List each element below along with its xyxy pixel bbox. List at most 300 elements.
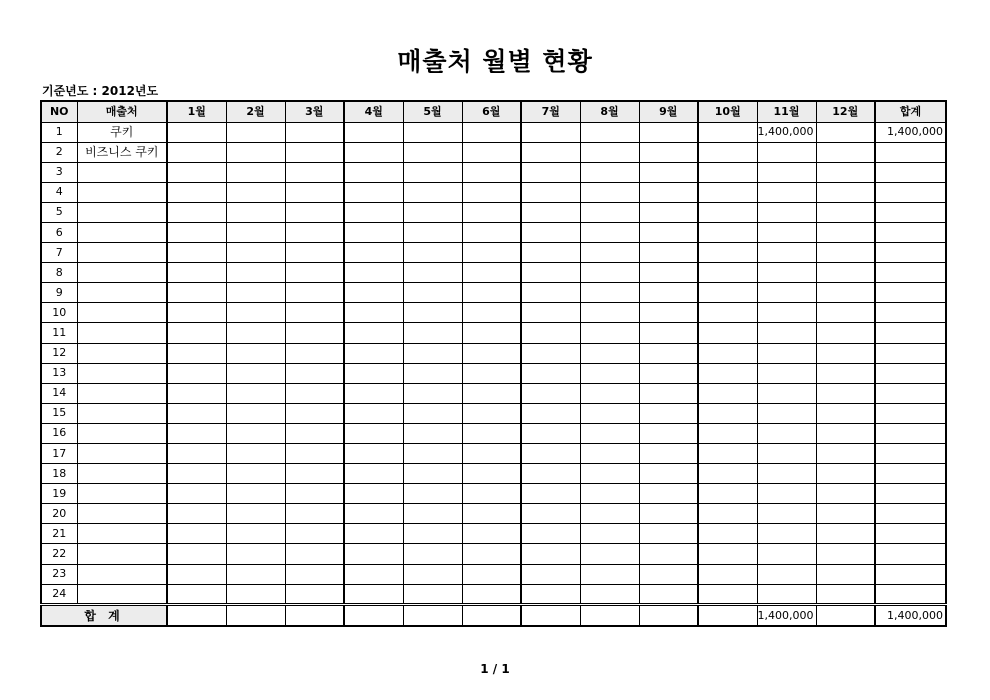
- month-amount-cell[interactable]: [757, 444, 816, 464]
- month-amount-cell[interactable]: [580, 162, 639, 182]
- month-amount-cell[interactable]: [757, 343, 816, 363]
- month-amount-cell[interactable]: [344, 323, 403, 343]
- month-amount-cell[interactable]: [462, 423, 521, 443]
- month-amount-cell[interactable]: [344, 504, 403, 524]
- month-amount-cell[interactable]: [757, 222, 816, 242]
- month-amount-cell[interactable]: [403, 484, 462, 504]
- month-amount-cell[interactable]: [285, 222, 344, 242]
- month-amount-cell[interactable]: [462, 222, 521, 242]
- month-amount-cell[interactable]: [580, 363, 639, 383]
- month-amount-cell[interactable]: [285, 584, 344, 604]
- month-amount-cell[interactable]: [816, 403, 875, 423]
- row-total-cell[interactable]: [875, 504, 946, 524]
- month-amount-cell[interactable]: [285, 403, 344, 423]
- month-amount-cell[interactable]: [757, 484, 816, 504]
- month-amount-cell[interactable]: [580, 444, 639, 464]
- row-total-cell[interactable]: [875, 584, 946, 604]
- month-amount-cell[interactable]: [285, 142, 344, 162]
- month-amount-cell[interactable]: [698, 403, 757, 423]
- customer-name-cell[interactable]: [77, 303, 167, 323]
- month-amount-cell[interactable]: [462, 142, 521, 162]
- month-amount-cell[interactable]: [698, 222, 757, 242]
- month-amount-cell[interactable]: [344, 303, 403, 323]
- month-amount-cell[interactable]: [521, 504, 580, 524]
- month-amount-cell[interactable]: [462, 504, 521, 524]
- month-amount-cell[interactable]: [639, 464, 698, 484]
- month-amount-cell[interactable]: [580, 383, 639, 403]
- month-amount-cell[interactable]: [757, 283, 816, 303]
- month-amount-cell[interactable]: [344, 484, 403, 504]
- row-total-cell[interactable]: [875, 202, 946, 222]
- month-amount-cell[interactable]: [344, 584, 403, 604]
- month-amount-cell[interactable]: [167, 182, 226, 202]
- month-amount-cell[interactable]: [521, 383, 580, 403]
- month-amount-cell[interactable]: [580, 182, 639, 202]
- month-amount-cell[interactable]: [403, 464, 462, 484]
- month-amount-cell[interactable]: [639, 222, 698, 242]
- month-amount-cell[interactable]: [698, 444, 757, 464]
- month-amount-cell[interactable]: [285, 283, 344, 303]
- month-amount-cell[interactable]: [757, 363, 816, 383]
- month-amount-cell[interactable]: [580, 222, 639, 242]
- month-amount-cell[interactable]: [580, 323, 639, 343]
- month-amount-cell[interactable]: [285, 504, 344, 524]
- month-amount-cell[interactable]: [816, 363, 875, 383]
- month-amount-cell[interactable]: [521, 464, 580, 484]
- month-amount-cell[interactable]: [521, 584, 580, 604]
- month-amount-cell[interactable]: [757, 263, 816, 283]
- month-amount-cell[interactable]: [462, 363, 521, 383]
- month-amount-cell[interactable]: [285, 323, 344, 343]
- row-total-cell[interactable]: [875, 544, 946, 564]
- month-amount-cell[interactable]: [285, 444, 344, 464]
- month-amount-cell[interactable]: [285, 524, 344, 544]
- month-amount-cell[interactable]: [344, 363, 403, 383]
- month-amount-cell[interactable]: [462, 122, 521, 142]
- month-amount-cell[interactable]: [580, 202, 639, 222]
- month-amount-cell[interactable]: [698, 202, 757, 222]
- month-amount-cell[interactable]: [462, 182, 521, 202]
- month-amount-cell[interactable]: [167, 363, 226, 383]
- row-total-cell[interactable]: [875, 142, 946, 162]
- month-amount-cell[interactable]: [698, 343, 757, 363]
- month-amount-cell[interactable]: [698, 383, 757, 403]
- month-amount-cell[interactable]: [226, 343, 285, 363]
- month-amount-cell[interactable]: [462, 343, 521, 363]
- month-amount-cell[interactable]: [344, 464, 403, 484]
- month-amount-cell[interactable]: [167, 403, 226, 423]
- month-amount-cell[interactable]: [344, 162, 403, 182]
- month-amount-cell[interactable]: [167, 263, 226, 283]
- month-amount-cell[interactable]: [521, 243, 580, 263]
- month-amount-cell[interactable]: [757, 303, 816, 323]
- month-amount-cell[interactable]: [639, 122, 698, 142]
- month-amount-cell[interactable]: [226, 544, 285, 564]
- row-total-cell[interactable]: [875, 343, 946, 363]
- month-amount-cell[interactable]: [403, 564, 462, 584]
- month-amount-cell[interactable]: [403, 343, 462, 363]
- month-amount-cell[interactable]: [285, 202, 344, 222]
- month-amount-cell[interactable]: [757, 243, 816, 263]
- month-amount-cell[interactable]: [639, 564, 698, 584]
- customer-name-cell[interactable]: [77, 243, 167, 263]
- month-amount-cell[interactable]: [580, 243, 639, 263]
- month-amount-cell[interactable]: [816, 323, 875, 343]
- month-amount-cell[interactable]: [167, 122, 226, 142]
- month-amount-cell[interactable]: [816, 243, 875, 263]
- month-amount-cell[interactable]: [462, 283, 521, 303]
- month-amount-cell[interactable]: [285, 263, 344, 283]
- month-amount-cell[interactable]: [226, 584, 285, 604]
- month-amount-cell[interactable]: [521, 283, 580, 303]
- month-amount-cell[interactable]: [816, 544, 875, 564]
- month-amount-cell[interactable]: [167, 544, 226, 564]
- month-amount-cell[interactable]: [580, 142, 639, 162]
- row-total-cell[interactable]: [875, 444, 946, 464]
- month-amount-cell[interactable]: [639, 142, 698, 162]
- customer-name-cell[interactable]: [77, 222, 167, 242]
- month-amount-cell[interactable]: [816, 263, 875, 283]
- month-amount-cell[interactable]: [521, 524, 580, 544]
- month-amount-cell[interactable]: [226, 323, 285, 343]
- month-amount-cell[interactable]: [344, 263, 403, 283]
- customer-name-cell[interactable]: [77, 363, 167, 383]
- row-total-cell[interactable]: [875, 303, 946, 323]
- month-amount-cell[interactable]: [226, 303, 285, 323]
- month-amount-cell[interactable]: [226, 403, 285, 423]
- month-amount-cell[interactable]: [285, 303, 344, 323]
- month-amount-cell[interactable]: [226, 222, 285, 242]
- month-amount-cell[interactable]: [167, 243, 226, 263]
- month-amount-cell[interactable]: [757, 464, 816, 484]
- customer-name-cell[interactable]: [77, 423, 167, 443]
- month-amount-cell[interactable]: [462, 263, 521, 283]
- customer-name-cell[interactable]: [77, 162, 167, 182]
- month-amount-cell[interactable]: [580, 283, 639, 303]
- month-amount-cell[interactable]: [167, 343, 226, 363]
- month-amount-cell[interactable]: [167, 464, 226, 484]
- month-amount-cell[interactable]: [462, 323, 521, 343]
- month-amount-cell[interactable]: [639, 383, 698, 403]
- month-amount-cell[interactable]: [462, 544, 521, 564]
- customer-name-cell[interactable]: [77, 202, 167, 222]
- month-amount-cell[interactable]: [639, 524, 698, 544]
- month-amount-cell[interactable]: [698, 122, 757, 142]
- month-amount-cell[interactable]: [521, 403, 580, 423]
- row-total-cell[interactable]: [875, 283, 946, 303]
- month-amount-cell[interactable]: [580, 403, 639, 423]
- customer-name-cell[interactable]: 비즈니스 쿠키: [77, 142, 167, 162]
- month-amount-cell[interactable]: [285, 182, 344, 202]
- month-amount-cell[interactable]: [344, 222, 403, 242]
- month-amount-cell[interactable]: [580, 584, 639, 604]
- month-amount-cell[interactable]: [580, 122, 639, 142]
- customer-name-cell[interactable]: [77, 524, 167, 544]
- month-amount-cell[interactable]: [816, 303, 875, 323]
- month-amount-cell[interactable]: [403, 122, 462, 142]
- month-amount-cell[interactable]: [580, 524, 639, 544]
- month-amount-cell[interactable]: [580, 423, 639, 443]
- month-amount-cell[interactable]: [816, 222, 875, 242]
- month-amount-cell[interactable]: [285, 484, 344, 504]
- month-amount-cell[interactable]: [167, 142, 226, 162]
- month-amount-cell[interactable]: [757, 564, 816, 584]
- month-amount-cell[interactable]: [639, 243, 698, 263]
- month-amount-cell[interactable]: [285, 243, 344, 263]
- month-amount-cell[interactable]: [698, 142, 757, 162]
- month-amount-cell[interactable]: [226, 263, 285, 283]
- customer-name-cell[interactable]: [77, 263, 167, 283]
- month-amount-cell[interactable]: [757, 403, 816, 423]
- month-amount-cell[interactable]: [757, 423, 816, 443]
- month-amount-cell[interactable]: [462, 524, 521, 544]
- month-amount-cell[interactable]: [639, 323, 698, 343]
- month-amount-cell[interactable]: [167, 162, 226, 182]
- month-amount-cell[interactable]: [816, 584, 875, 604]
- row-total-cell[interactable]: [875, 182, 946, 202]
- month-amount-cell[interactable]: [521, 544, 580, 564]
- month-amount-cell[interactable]: [167, 323, 226, 343]
- month-amount-cell[interactable]: [403, 182, 462, 202]
- month-amount-cell[interactable]: [816, 524, 875, 544]
- month-amount-cell[interactable]: [521, 323, 580, 343]
- customer-name-cell[interactable]: [77, 403, 167, 423]
- month-amount-cell[interactable]: [580, 504, 639, 524]
- month-amount-cell[interactable]: [344, 524, 403, 544]
- month-amount-cell[interactable]: [403, 323, 462, 343]
- month-amount-cell[interactable]: [167, 584, 226, 604]
- month-amount-cell[interactable]: [344, 122, 403, 142]
- month-amount-cell[interactable]: [580, 263, 639, 283]
- month-amount-cell[interactable]: [403, 584, 462, 604]
- row-total-cell[interactable]: [875, 524, 946, 544]
- month-amount-cell[interactable]: [403, 524, 462, 544]
- month-amount-cell[interactable]: [639, 202, 698, 222]
- month-amount-cell[interactable]: [816, 383, 875, 403]
- month-amount-cell[interactable]: [462, 243, 521, 263]
- month-amount-cell[interactable]: [344, 343, 403, 363]
- month-amount-cell[interactable]: [698, 162, 757, 182]
- month-amount-cell[interactable]: [580, 484, 639, 504]
- month-amount-cell[interactable]: [403, 303, 462, 323]
- month-amount-cell[interactable]: [285, 564, 344, 584]
- month-amount-cell[interactable]: [285, 343, 344, 363]
- month-amount-cell[interactable]: [226, 464, 285, 484]
- customer-name-cell[interactable]: [77, 584, 167, 604]
- month-amount-cell[interactable]: [698, 323, 757, 343]
- row-total-cell[interactable]: 1,400,000: [875, 122, 946, 142]
- row-total-cell[interactable]: [875, 464, 946, 484]
- month-amount-cell[interactable]: [580, 564, 639, 584]
- month-amount-cell[interactable]: [639, 444, 698, 464]
- month-amount-cell[interactable]: [639, 263, 698, 283]
- month-amount-cell[interactable]: [639, 584, 698, 604]
- month-amount-cell[interactable]: [757, 584, 816, 604]
- month-amount-cell[interactable]: [226, 504, 285, 524]
- month-amount-cell[interactable]: [639, 363, 698, 383]
- month-amount-cell[interactable]: [226, 484, 285, 504]
- month-amount-cell[interactable]: 1,400,000: [757, 122, 816, 142]
- month-amount-cell[interactable]: [580, 303, 639, 323]
- month-amount-cell[interactable]: [167, 423, 226, 443]
- month-amount-cell[interactable]: [226, 162, 285, 182]
- month-amount-cell[interactable]: [403, 444, 462, 464]
- month-amount-cell[interactable]: [462, 564, 521, 584]
- month-amount-cell[interactable]: [285, 464, 344, 484]
- customer-name-cell[interactable]: [77, 343, 167, 363]
- month-amount-cell[interactable]: [521, 444, 580, 464]
- month-amount-cell[interactable]: [403, 403, 462, 423]
- month-amount-cell[interactable]: [521, 564, 580, 584]
- month-amount-cell[interactable]: [344, 403, 403, 423]
- customer-name-cell[interactable]: [77, 544, 167, 564]
- row-total-cell[interactable]: [875, 383, 946, 403]
- month-amount-cell[interactable]: [344, 283, 403, 303]
- month-amount-cell[interactable]: [757, 524, 816, 544]
- month-amount-cell[interactable]: [462, 484, 521, 504]
- month-amount-cell[interactable]: [226, 122, 285, 142]
- month-amount-cell[interactable]: [757, 162, 816, 182]
- month-amount-cell[interactable]: [698, 243, 757, 263]
- month-amount-cell[interactable]: [580, 343, 639, 363]
- month-amount-cell[interactable]: [167, 222, 226, 242]
- month-amount-cell[interactable]: [344, 564, 403, 584]
- month-amount-cell[interactable]: [344, 544, 403, 564]
- month-amount-cell[interactable]: [816, 464, 875, 484]
- month-amount-cell[interactable]: [757, 142, 816, 162]
- row-total-cell[interactable]: [875, 564, 946, 584]
- month-amount-cell[interactable]: [462, 303, 521, 323]
- month-amount-cell[interactable]: [757, 323, 816, 343]
- month-amount-cell[interactable]: [698, 423, 757, 443]
- month-amount-cell[interactable]: [698, 544, 757, 564]
- month-amount-cell[interactable]: [521, 182, 580, 202]
- month-amount-cell[interactable]: [403, 544, 462, 564]
- month-amount-cell[interactable]: [344, 383, 403, 403]
- month-amount-cell[interactable]: [462, 444, 521, 464]
- month-amount-cell[interactable]: [167, 383, 226, 403]
- month-amount-cell[interactable]: [639, 283, 698, 303]
- month-amount-cell[interactable]: [226, 283, 285, 303]
- month-amount-cell[interactable]: [226, 202, 285, 222]
- month-amount-cell[interactable]: [816, 504, 875, 524]
- month-amount-cell[interactable]: [403, 202, 462, 222]
- month-amount-cell[interactable]: [403, 423, 462, 443]
- month-amount-cell[interactable]: [226, 383, 285, 403]
- month-amount-cell[interactable]: [698, 283, 757, 303]
- month-amount-cell[interactable]: [698, 303, 757, 323]
- month-amount-cell[interactable]: [521, 162, 580, 182]
- month-amount-cell[interactable]: [226, 444, 285, 464]
- row-total-cell[interactable]: [875, 423, 946, 443]
- month-amount-cell[interactable]: [757, 383, 816, 403]
- month-amount-cell[interactable]: [757, 182, 816, 202]
- month-amount-cell[interactable]: [816, 162, 875, 182]
- month-amount-cell[interactable]: [167, 484, 226, 504]
- month-amount-cell[interactable]: [521, 202, 580, 222]
- month-amount-cell[interactable]: [698, 584, 757, 604]
- month-amount-cell[interactable]: [226, 423, 285, 443]
- month-amount-cell[interactable]: [285, 423, 344, 443]
- customer-name-cell[interactable]: [77, 484, 167, 504]
- customer-name-cell[interactable]: [77, 323, 167, 343]
- month-amount-cell[interactable]: [285, 122, 344, 142]
- row-total-cell[interactable]: [875, 263, 946, 283]
- month-amount-cell[interactable]: [226, 142, 285, 162]
- month-amount-cell[interactable]: [403, 162, 462, 182]
- month-amount-cell[interactable]: [226, 363, 285, 383]
- month-amount-cell[interactable]: [521, 263, 580, 283]
- month-amount-cell[interactable]: [167, 444, 226, 464]
- month-amount-cell[interactable]: [403, 283, 462, 303]
- month-amount-cell[interactable]: [462, 464, 521, 484]
- month-amount-cell[interactable]: [816, 122, 875, 142]
- month-amount-cell[interactable]: [816, 182, 875, 202]
- month-amount-cell[interactable]: [403, 504, 462, 524]
- month-amount-cell[interactable]: [344, 202, 403, 222]
- month-amount-cell[interactable]: [639, 343, 698, 363]
- month-amount-cell[interactable]: [757, 544, 816, 564]
- row-total-cell[interactable]: [875, 222, 946, 242]
- month-amount-cell[interactable]: [639, 544, 698, 564]
- month-amount-cell[interactable]: [462, 584, 521, 604]
- row-total-cell[interactable]: [875, 484, 946, 504]
- month-amount-cell[interactable]: [816, 142, 875, 162]
- month-amount-cell[interactable]: [639, 403, 698, 423]
- row-total-cell[interactable]: [875, 243, 946, 263]
- customer-name-cell[interactable]: [77, 504, 167, 524]
- month-amount-cell[interactable]: [698, 464, 757, 484]
- month-amount-cell[interactable]: [167, 303, 226, 323]
- month-amount-cell[interactable]: [403, 383, 462, 403]
- month-amount-cell[interactable]: [816, 484, 875, 504]
- row-total-cell[interactable]: [875, 363, 946, 383]
- month-amount-cell[interactable]: [403, 142, 462, 162]
- month-amount-cell[interactable]: [344, 182, 403, 202]
- month-amount-cell[interactable]: [521, 303, 580, 323]
- month-amount-cell[interactable]: [521, 142, 580, 162]
- month-amount-cell[interactable]: [462, 383, 521, 403]
- month-amount-cell[interactable]: [816, 343, 875, 363]
- month-amount-cell[interactable]: [285, 363, 344, 383]
- month-amount-cell[interactable]: [521, 343, 580, 363]
- month-amount-cell[interactable]: [580, 544, 639, 564]
- customer-name-cell[interactable]: 쿠키: [77, 122, 167, 142]
- month-amount-cell[interactable]: [167, 564, 226, 584]
- month-amount-cell[interactable]: [698, 564, 757, 584]
- month-amount-cell[interactable]: [226, 564, 285, 584]
- customer-name-cell[interactable]: [77, 383, 167, 403]
- row-total-cell[interactable]: [875, 323, 946, 343]
- month-amount-cell[interactable]: [521, 363, 580, 383]
- month-amount-cell[interactable]: [639, 303, 698, 323]
- month-amount-cell[interactable]: [167, 524, 226, 544]
- month-amount-cell[interactable]: [757, 202, 816, 222]
- month-amount-cell[interactable]: [403, 243, 462, 263]
- month-amount-cell[interactable]: [639, 484, 698, 504]
- month-amount-cell[interactable]: [521, 484, 580, 504]
- month-amount-cell[interactable]: [816, 283, 875, 303]
- month-amount-cell[interactable]: [816, 444, 875, 464]
- month-amount-cell[interactable]: [462, 202, 521, 222]
- month-amount-cell[interactable]: [344, 444, 403, 464]
- month-amount-cell[interactable]: [698, 524, 757, 544]
- month-amount-cell[interactable]: [698, 363, 757, 383]
- month-amount-cell[interactable]: [580, 464, 639, 484]
- customer-name-cell[interactable]: [77, 464, 167, 484]
- month-amount-cell[interactable]: [344, 243, 403, 263]
- month-amount-cell[interactable]: [698, 182, 757, 202]
